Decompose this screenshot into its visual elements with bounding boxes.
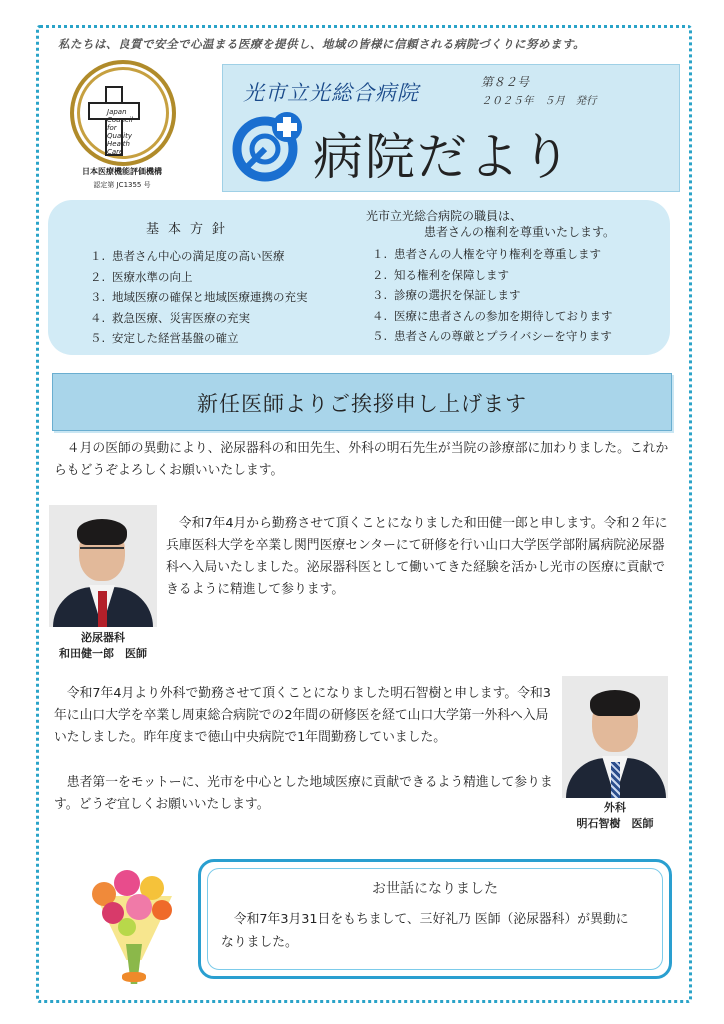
logo-certification-number: 認定第 JC1355 号 (93, 181, 151, 189)
section-banner (52, 373, 672, 431)
newsletter-masthead (222, 64, 680, 192)
issue-date: ２０２５年 ５月 発行 (481, 95, 597, 107)
list-item: １. 患者さん中心の満足度の高い医療 (90, 249, 285, 263)
doctor-name: 明石智樹 医師 (576, 817, 654, 830)
logo-organization: 日本医療機能評価機構 (82, 167, 162, 176)
farewell-notice-box (198, 859, 672, 979)
logo-text: Japan Council for Quality Health Care (107, 108, 133, 156)
newsletter-title: 病院だより (313, 128, 573, 186)
list-item: ２. 医療水準の向上 (90, 269, 193, 284)
flower-bouquet-icon (78, 856, 188, 996)
doctor-akashi-photo (562, 676, 668, 798)
intro-paragraph: ４月の医師の異動により、泌尿器科の和田先生、外科の明石先生が当院の診療部に加わりました。これからもどうぞよろしくお願いいたします。 (54, 441, 669, 478)
jcqhc-accreditation-logo (62, 58, 182, 198)
hospital-name: 光市立光総合病院 (243, 81, 419, 105)
basic-policy-list (90, 246, 308, 349)
basic-policy-title: 基本方針 (146, 222, 235, 237)
doctor-akashi-message: 令和7年4月より外科で勤務させて頂くことになりました明石智樹と申します。令和3年に山口大学を卒業し周東総合病院での2年間の研修医を経て山口大学第一外科へ入局いたしました。昨年度まで徳山中央病院で1年間勤務していました。 (54, 686, 551, 745)
list-item: ４. 救急医療、災害医療の充実 (90, 310, 250, 325)
doctor-department: 外科 (604, 801, 626, 814)
doctor-akashi-message-2: 患者第一をモットーに、光市を中心とした地域医療に貢献できるよう精進して参ります。どうぞ宜しくお願いいたします。 (54, 775, 553, 812)
patient-rights-heading: 光市立光総合病院の職員は、 患者さんの権利を尊重いたします。 (366, 209, 616, 239)
notice-body: 令和7年3月31日をもちまして、三好礼乃 医師（泌尿器科）が異動になりました。 (221, 912, 629, 950)
policy-panel (48, 200, 670, 355)
hospital-motto: 私たちは、良質で安全で心温まる医療を提供し、地域の皆様に信頼される病院づくりに努めます。 (58, 37, 586, 51)
notice-title: お世話になりました (372, 881, 498, 897)
list-item: ３. 診療の選択を保証します (372, 288, 521, 302)
list-item: ４. 医療に患者さんの参加を期待しております (372, 308, 613, 323)
doctor-wada-caption (49, 630, 157, 662)
doctor-name: 和田健一郎 医師 (59, 647, 147, 660)
issue-number: 第８２号 (481, 75, 530, 89)
list-item: ３. 地域医療の確保と地域医療連携の充実 (90, 290, 308, 304)
list-item: ５. 患者さんの尊厳とプライバシーを守ります (372, 329, 612, 343)
list-item: １. 患者さんの人権を守り権利を尊重します (372, 247, 601, 261)
patient-rights-list (372, 244, 613, 347)
hospital-mark-icon (231, 111, 307, 183)
doctor-wada-message: 令和7年4月から勤務させて頂くことになりました和田健一郎と申します。令和２年に兵庫医科大学を卒業し関門医療センターにて研修を行い山口大学医学部附属病院泌尿器科へ入局いたしました。泌尿器科医として働いてきた経験を活かし光市の医療に貢献できるように精進して参ります。 (166, 516, 668, 597)
list-item: ２. 知る権利を保障します (372, 267, 509, 282)
doctor-akashi-caption (562, 800, 668, 832)
list-item: ５. 安定した経営基盤の確立 (90, 331, 239, 345)
section-title: 新任医師よりご挨拶申し上げます (197, 392, 527, 416)
doctor-wada-photo (49, 505, 157, 627)
doctor-department: 泌尿器科 (81, 631, 125, 644)
